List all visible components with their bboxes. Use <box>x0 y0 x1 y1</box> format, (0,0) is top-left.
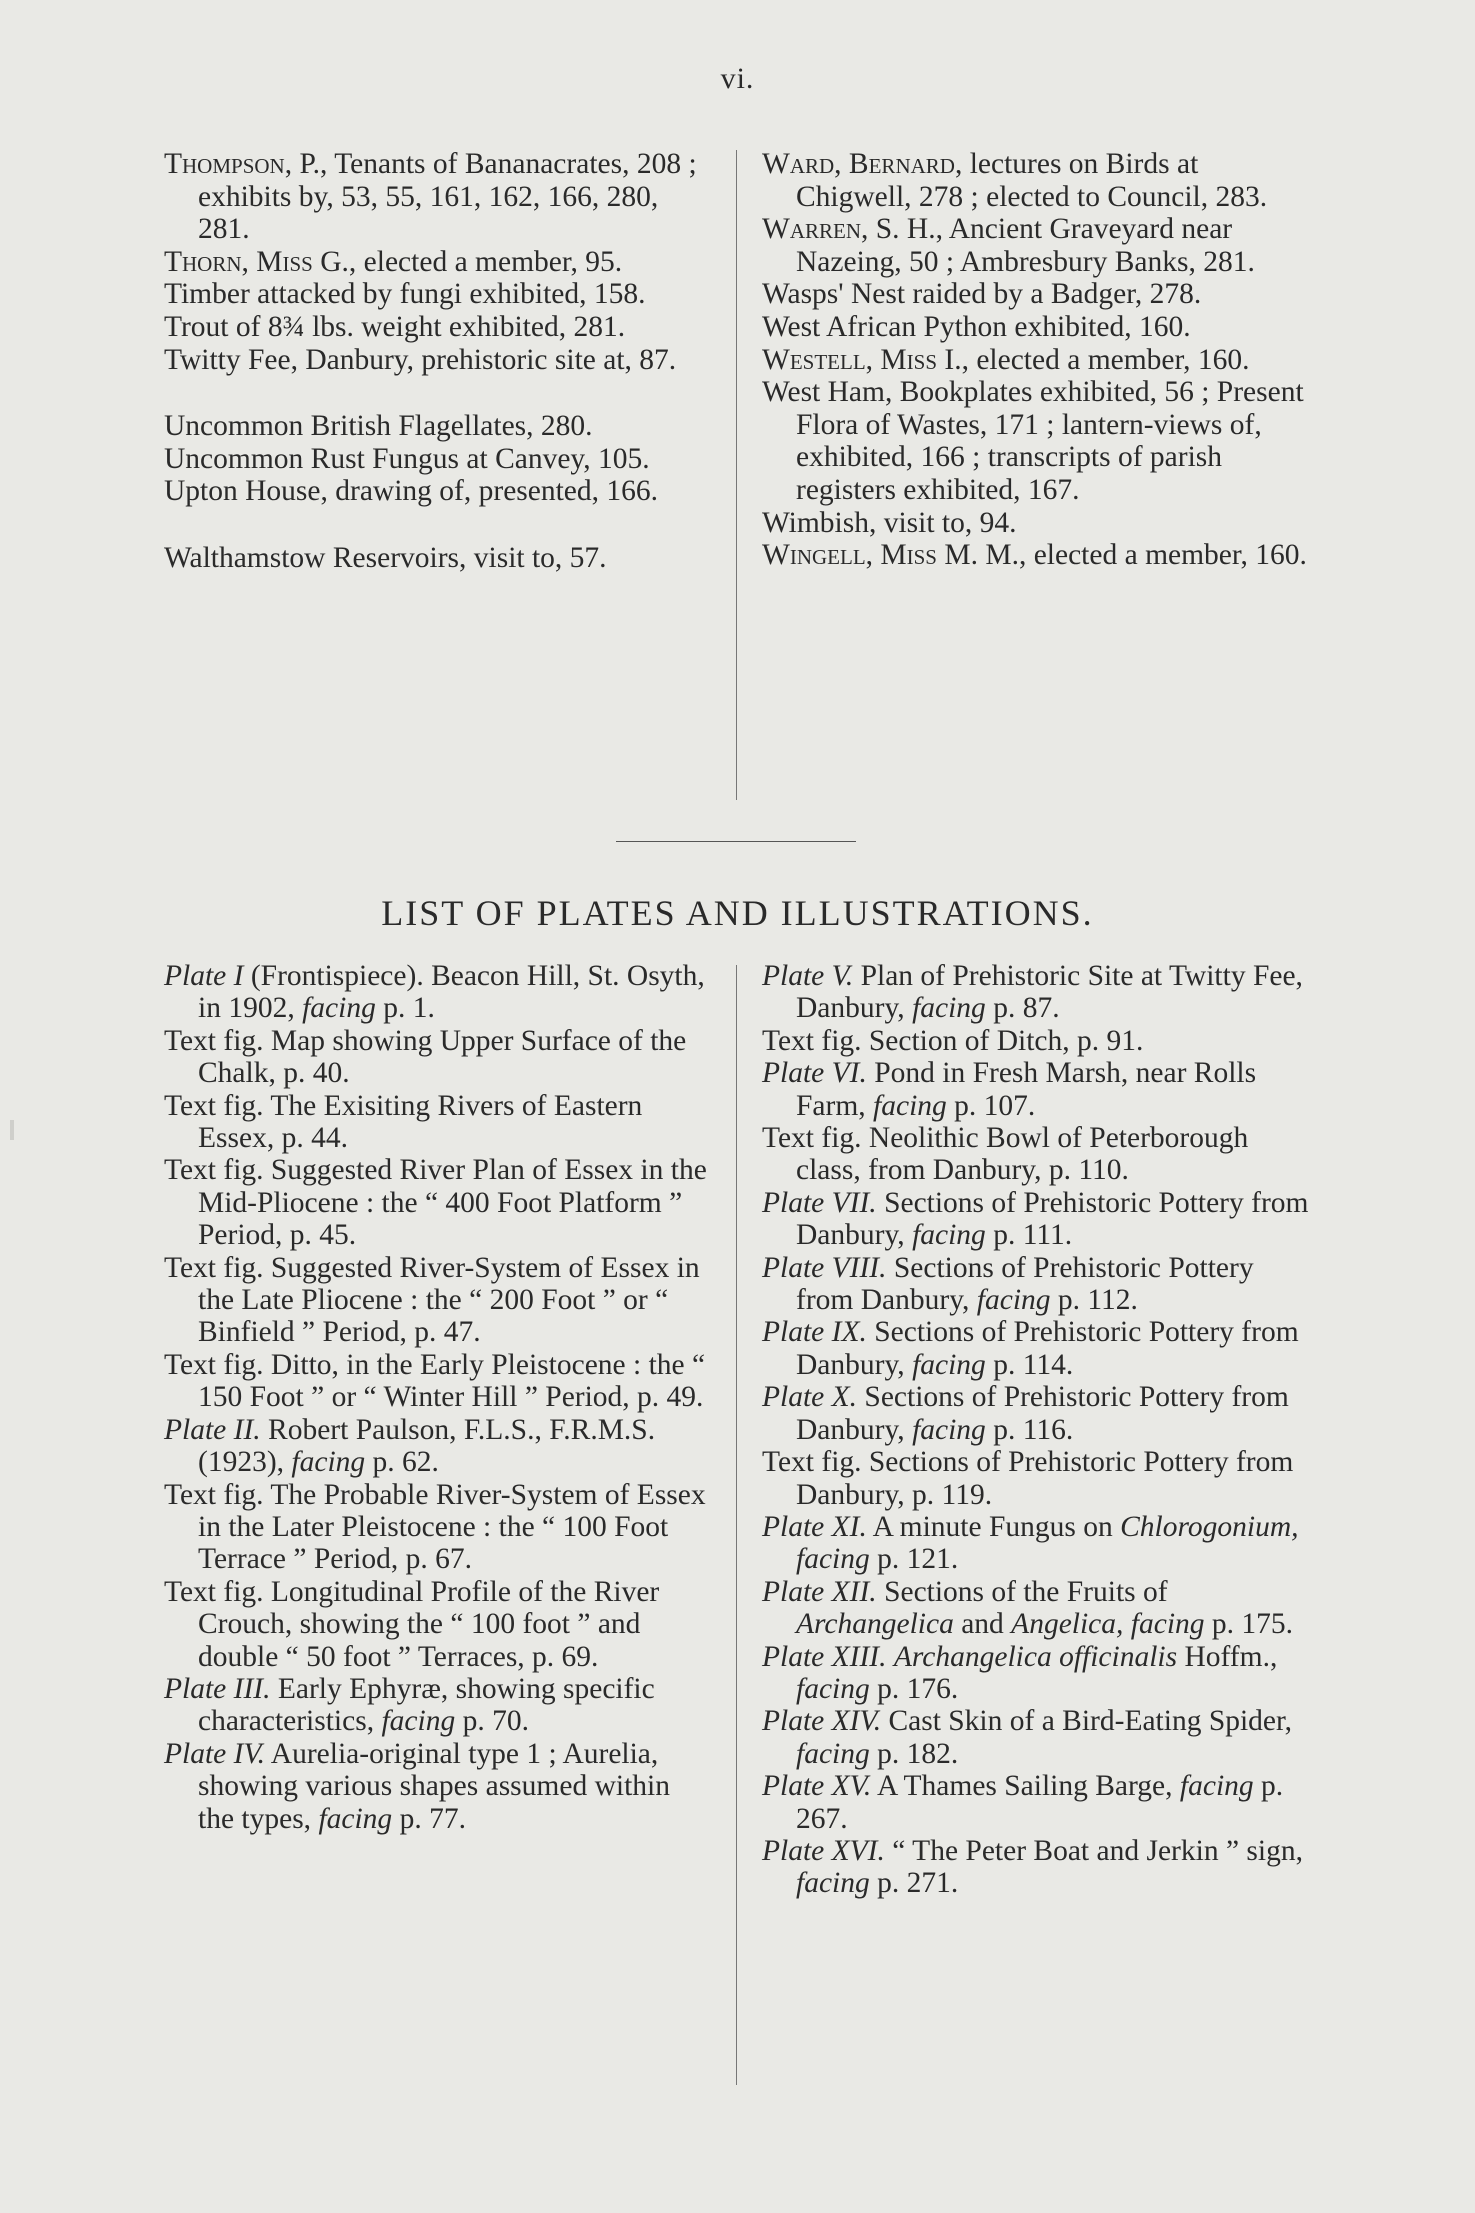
index-entry: Thompson, P., Tenants of Bananacrates, 208 ; exhibits by, 53, 55, 161, 162, 166, 280, 281. <box>164 148 697 246</box>
column-divider <box>736 965 737 2085</box>
section-rule <box>616 841 856 842</box>
page-number: vi. <box>720 62 755 95</box>
plate-entry: Text fig. Neolithic Bowl of Peterborough class, from Danbury, p. 110. <box>762 1122 1249 1187</box>
index-entry: Uncommon British Flagellates, 280. <box>164 410 593 443</box>
plate-entry: Plate VII. Sections of Prehistoric Pottery from Danbury, facing p. 111. <box>762 1186 1309 1252</box>
plate-entry: Plate IV. Aurelia-original type 1 ; Aurelia, showing various shapes assumed within the types, facing p. 77. <box>164 1737 670 1835</box>
plate-entry: Plate X. Sections of Prehistoric Pottery from Danbury, facing p. 116. <box>762 1381 1289 1446</box>
plate-entry: Plate VI. Pond in Fresh Marsh, near Rolls Farm, facing p. 107. <box>762 1057 1257 1122</box>
plate-entry: Plate I (Frontispiece). Beacon Hill, St. Osyth, in 1902, facing p. 1. <box>164 960 705 1025</box>
index-entry: Upton House, drawing of, presented, 166. <box>164 475 659 508</box>
binding-mark <box>10 1120 14 1140</box>
plates-column-right <box>762 960 1310 1900</box>
plates-heading: LIST OF PLATES AND ILLUSTRATIONS. <box>381 893 1094 933</box>
plate-entry: Text fig. Sections of Prehistoric Pottery from Danbury, p. 119. <box>762 1446 1294 1511</box>
plate-entry: Plate IX. Sections of Prehistoric Pottery from Danbury, facing p. 114. <box>762 1316 1299 1381</box>
index-entry: Wasps' Nest raided by a Badger, 278. <box>762 278 1202 311</box>
plate-entry: Plate II. Robert Paulson, F.L.S., F.R.M.S. (1923), facing p. 62. <box>164 1413 656 1479</box>
plate-entry: Text fig. The Probable River-System of Essex in the Later Pleistocene : the “ 100 Foot Terrace ” Period, p. 67. <box>164 1478 706 1576</box>
plate-entry: Plate XI. A minute Fungus on Chlorogonium, facing p. 121. <box>762 1510 1299 1576</box>
plate-entry: Text fig. Section of Ditch, p. 91. <box>762 1024 1144 1057</box>
plate-entry: Text fig. Suggested River Plan of Essex in the Mid-Pliocene : the “ 400 Foot Platform ” Period, p. 45. <box>164 1154 707 1252</box>
index-entry: Warren, S. H., Ancient Graveyard near Nazeing, 50 ; Ambresbury Banks, 281. <box>762 213 1255 278</box>
plate-entry: Plate XIV. Cast Skin of a Bird-Eating Spider, facing p. 182. <box>762 1705 1293 1770</box>
index-entry: Wingell, Miss M. M., elected a member, 160. <box>762 539 1307 572</box>
plate-entry: Plate VIII. Sections of Prehistoric Pottery from Danbury, facing p. 112. <box>762 1251 1254 1317</box>
index-entry: West Ham, Bookplates exhibited, 56 ; Present Flora of Wastes, 171 ; lantern-views of, exhibited, 166 ; transcripts of parish registers exhibited, 167. <box>762 376 1304 506</box>
column-divider <box>736 150 737 800</box>
index-entry: Thorn, Miss G., elected a member, 95. <box>164 245 623 278</box>
index-entry: Westell, Miss I., elected a member, 160. <box>762 343 1250 376</box>
plate-entry: Plate XIII. Archangelica officinalis Hoffm., facing p. 176. <box>762 1640 1278 1705</box>
plate-entry: Text fig. Suggested River-System of Essex in the Late Pliocene : the “ 200 Foot ” or “ Binfield ” Period, p. 47. <box>164 1251 700 1349</box>
index-entry: Wimbish, visit to, 94. <box>762 506 1017 539</box>
plate-entry: Plate XVI. “ The Peter Boat and Jerkin ” sign, facing p. 271. <box>762 1834 1303 1900</box>
plate-entry: Plate XV. A Thames Sailing Barge, facing p. 267. <box>762 1770 1284 1835</box>
index-entry: Uncommon Rust Fungus at Canvey, 105. <box>164 442 650 475</box>
plate-entry: Text fig. The Exisiting Rivers of Eastern Essex, p. 44. <box>164 1089 643 1155</box>
index-entry: Trout of 8¾ lbs. weight exhibited, 281. <box>164 310 626 343</box>
index-entry: West African Python exhibited, 160. <box>762 310 1191 343</box>
plate-entry: Text fig. Longitudinal Profile of the River Crouch, showing the “ 100 foot ” and double “ 50 foot ” Terraces, p. 69. <box>164 1575 660 1673</box>
index-entry: Timber attacked by fungi exhibited, 158. <box>164 278 646 311</box>
index-entry: Twitty Fee, Danbury, prehistoric site at, 87. <box>164 343 677 376</box>
index-entry: Walthamstow Reservoirs, visit to, 57. <box>164 541 607 574</box>
plate-entry: Text fig. Ditto, in the Early Pleistocene : the “ 150 Foot ” or “ Winter Hill ” Period, p. 49. <box>164 1348 706 1414</box>
plate-entry: Plate III. Early Ephyræ, showing specific characteristics, facing p. 70. <box>164 1672 655 1738</box>
index-entry: Ward, Bernard, lectures on Birds at Chigwell, 278 ; elected to Council, 283. <box>762 148 1268 213</box>
plate-entry: Plate V. Plan of Prehistoric Site at Twitty Fee, Danbury, facing p. 87. <box>762 960 1303 1025</box>
index-column-left <box>164 148 712 575</box>
plate-entry: Plate XII. Sections of the Fruits of Archangelica and Angelica, facing p. 175. <box>762 1575 1294 1641</box>
plates-column-left <box>164 960 712 1835</box>
plate-entry: Text fig. Map showing Upper Surface of the Chalk, p. 40. <box>164 1024 687 1090</box>
index-column-right <box>762 148 1310 572</box>
